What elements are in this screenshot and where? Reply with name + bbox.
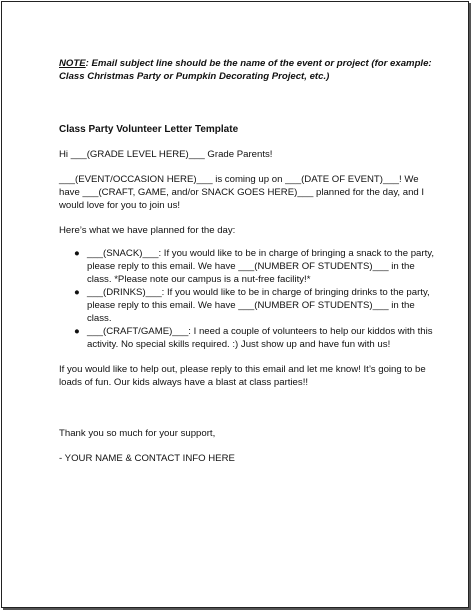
greeting-line: Hi ___(GRADE LEVEL HERE)___ Grade Parents! [59, 149, 273, 160]
plans-list [59, 247, 437, 351]
bullet-icon: ● [74, 326, 80, 337]
document-body [59, 57, 437, 465]
thanks-line: Thank you so much for your support, [59, 428, 216, 439]
list-item-text: ___(DRINKS)___: If you would like to be in charge of bringing drinks to the party, please reply to this email. We have ___(NUMBER OF STUDENTS)___ in the class. [87, 287, 430, 324]
list-item-text: ___(CRAFT/GAME)___: I need a couple of volunteers to help our kiddos with this activity. No special skills required. :) Just show up and have fun with us! [87, 326, 433, 350]
list-item [74, 247, 437, 286]
subject-line-note [59, 57, 437, 83]
note-text: : Email subject line should be the name of the event or project (for example: Class Christmas Party or Pumpkin Decorating Project, etc.) [59, 58, 432, 82]
list-item [74, 286, 437, 325]
document-title: Class Party Volunteer Letter Template [59, 124, 239, 135]
intro-paragraph: ___(EVENT/OCCASION HERE)___ is coming up on ___(DATE OF EVENT)___! We have ___(CRAFT, GAME, and/or SNACK GOES HERE)___ planned for the day, and I would love for you to join us! [59, 174, 425, 211]
note-label: NOTE [59, 58, 86, 69]
list-item [74, 325, 437, 351]
closing-paragraph: If you would like to help out, please reply to this email and let me know! It’s going to be loads of fun. Our kids always have a blast at class parties!! [59, 364, 426, 388]
list-item-text: ___(SNACK)___: If you would like to be in charge of bringing a snack to the party, please reply to this email. We have ___(NUMBER OF STUDENTS)___ in the class. *Please note our campus is a nut-free facility!* [87, 248, 434, 285]
bullet-icon: ● [74, 287, 80, 298]
signature-line: - YOUR NAME & CONTACT INFO HERE [59, 453, 235, 464]
document-page [1, 1, 469, 608]
bullet-icon: ● [74, 248, 80, 259]
plans-lead-line: Here’s what we have planned for the day: [59, 225, 236, 236]
